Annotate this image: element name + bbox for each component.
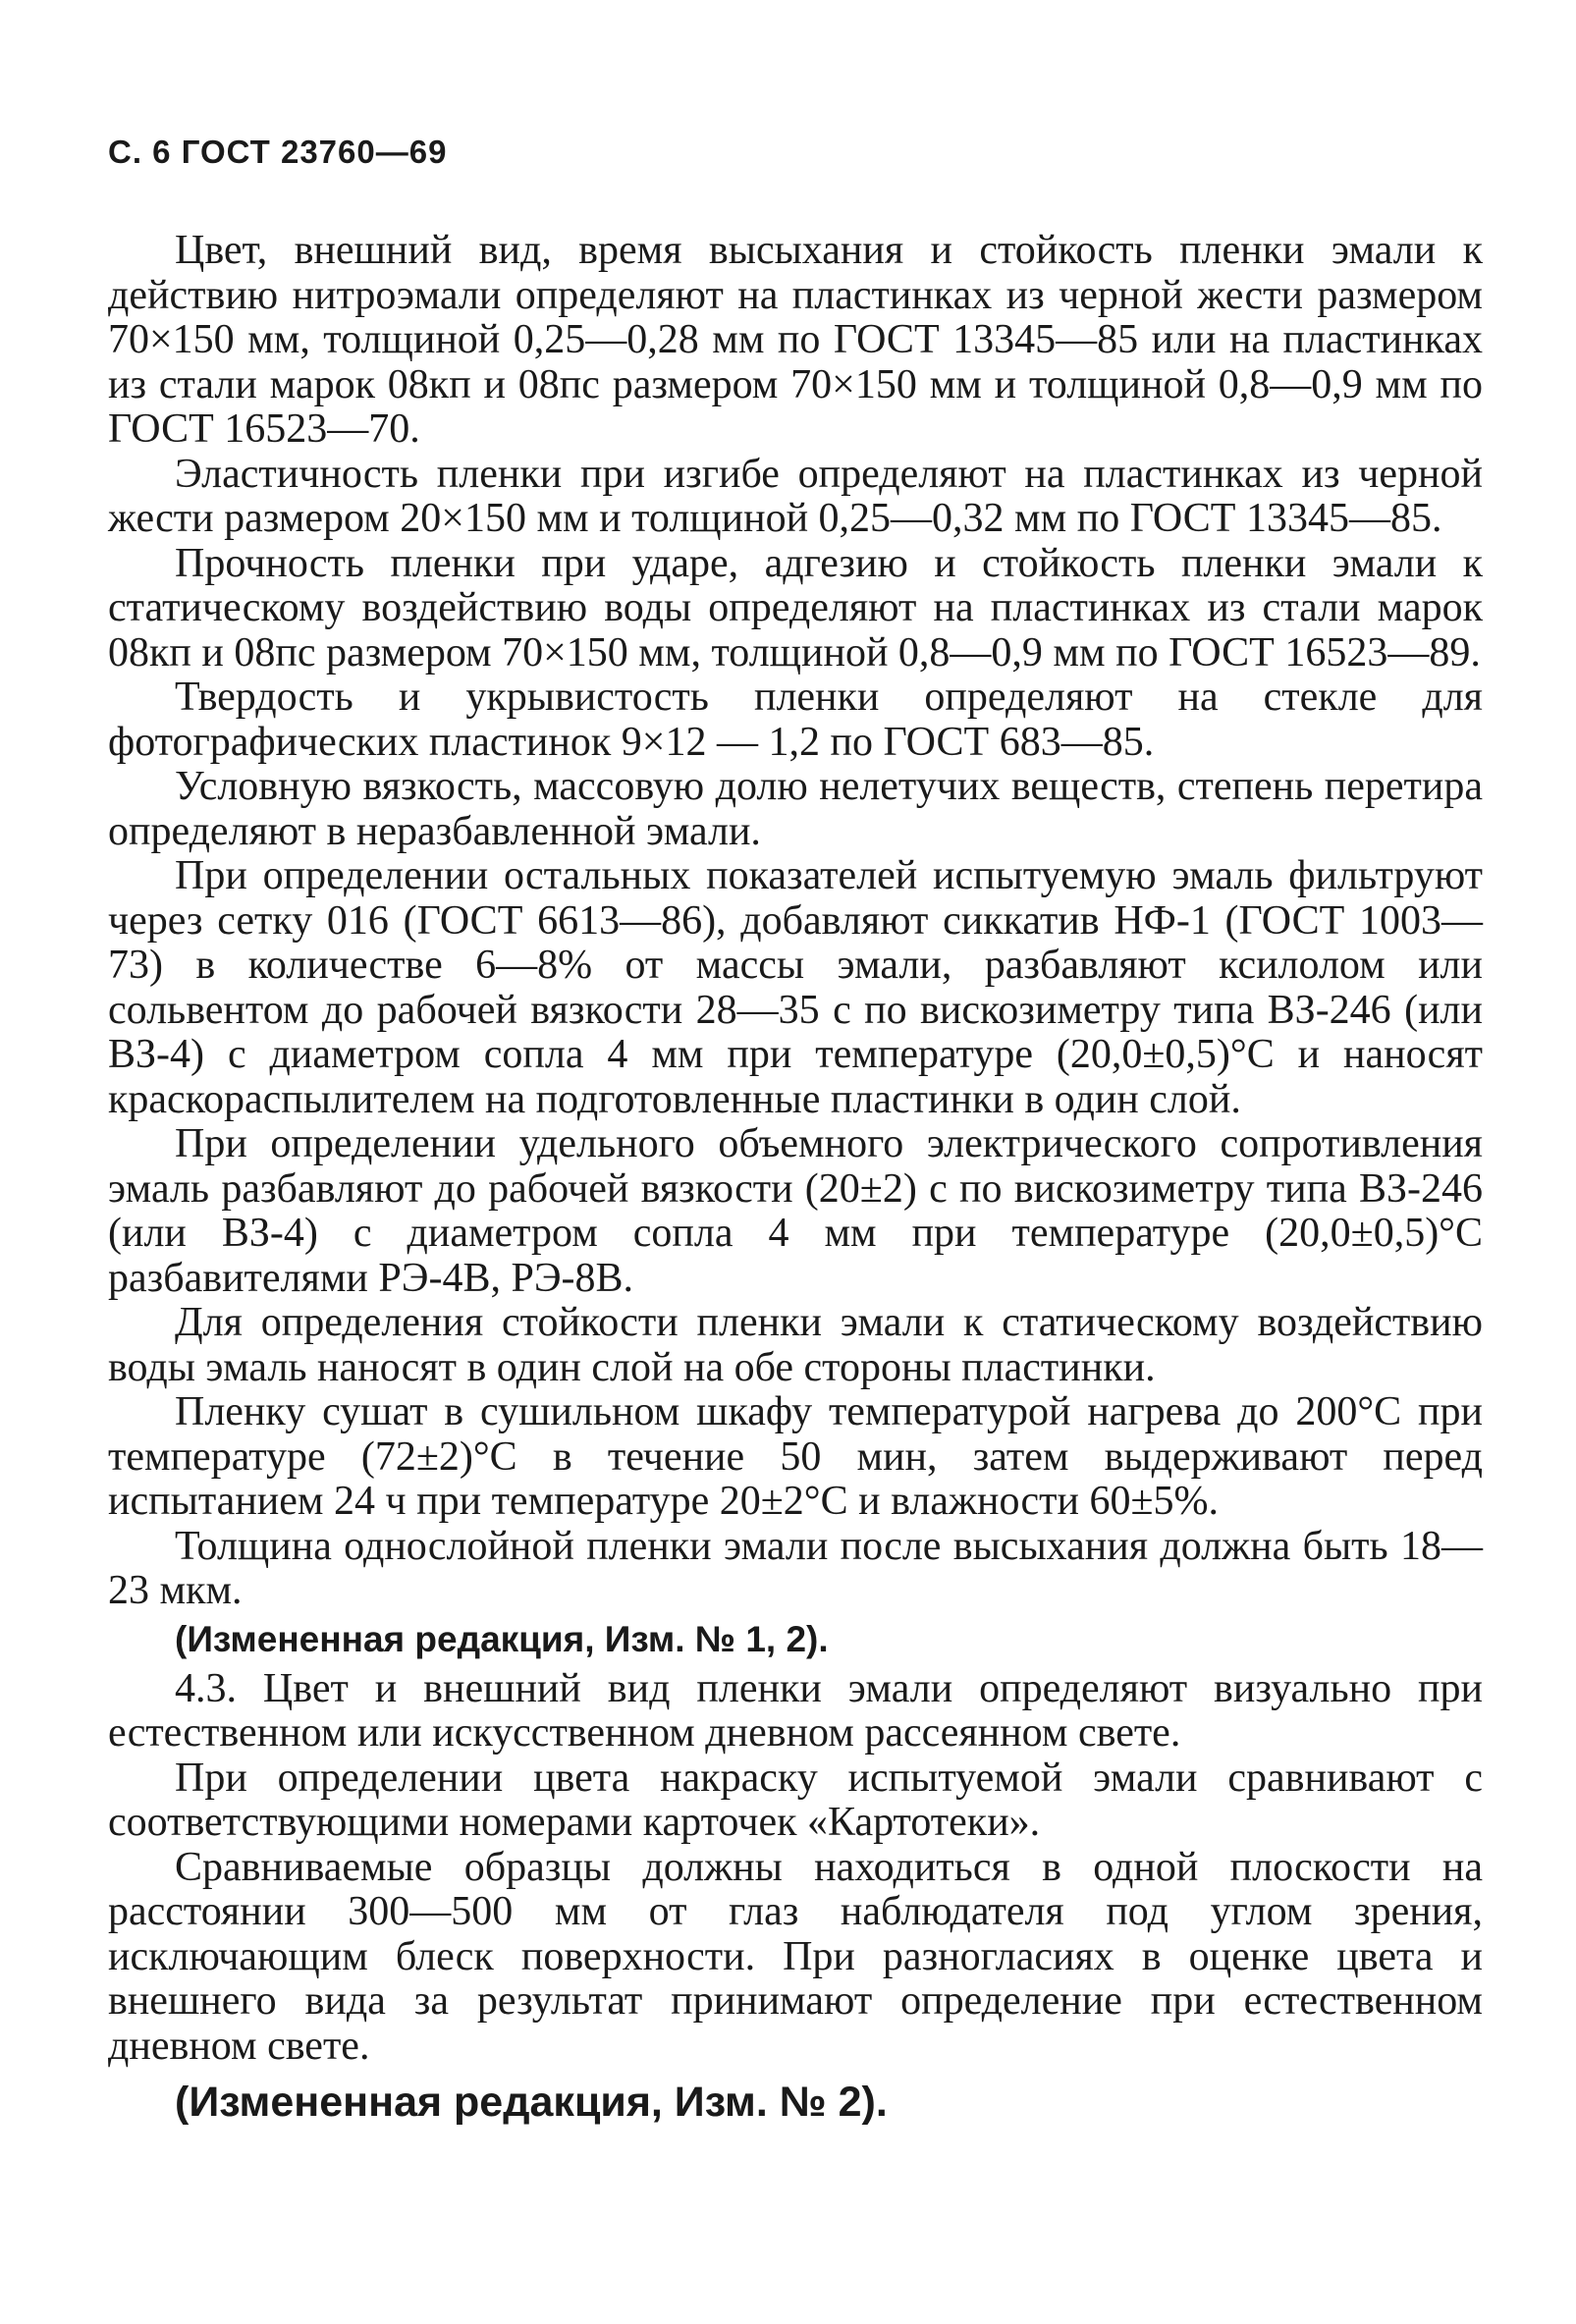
document-page xyxy=(108,133,1483,2134)
running-head: С. 6 ГОСТ 23760—69 xyxy=(108,134,448,170)
paragraph-section-4-3: 4.3. Цвет и внешний вид пленки эмали определяют визуально при естественном или искусственном дневном рассеянном свете. xyxy=(108,1665,1483,1756)
body-text xyxy=(108,229,1483,2130)
paragraph-viscosity: Условную вязкость, массовую долю нелетучих веществ, степень перетира определяют в неразбавленной эмали. xyxy=(108,764,1483,854)
paragraph-sample-placement: Сравниваемые образцы должны находиться в одной плоскости на расстоянии 300—500 мм от глаз наблюдателя под углом зрения, исключающим блеск поверхности. При разногласиях в оценке цвета и внешнего вида за результат принимают определение при естественном дневном свете. xyxy=(108,1844,1483,2069)
paragraph-elasticity: Эластичность пленки при изгибе определяют на пластинках из черной жести размером 20×150 мм и толщиной 0,25—0,32 мм по ГОСТ 13345—85. xyxy=(108,451,1483,541)
paragraph-film-thickness: Толщина однослойной пленки эмали после высыхания должна быть 18—23 мкм. xyxy=(108,1523,1483,1613)
paragraph-water-resistance: Для определения стойкости пленки эмали к статическому воздействию воды эмаль наносят в один слой на обе стороны пластинки. xyxy=(108,1300,1483,1390)
paragraph-resistivity: При определении удельного объемного электрического сопротивления эмаль разбавляют до рабочей вязкости (20±2) с по вискозиметру типа ВЗ-246 (или ВЗ-4) с диаметром сопла 4 мм при температуре (20,0±0,5)°С разбавителями РЭ-4В, РЭ-8В. xyxy=(108,1121,1483,1301)
paragraph-color-comparison: При определении цвета накраску испытуемой эмали сравнивают с соответствующими номерами карточек «Картотеки». xyxy=(108,1755,1483,1845)
paragraph-test-plates: Цвет, внешний вид, время высыхания и стойкость пленки эмали к действию нитроэмали определяют на пластинках из черной жести размером 70×150 мм, толщиной 0,25—0,28 мм по ГОСТ 13345—85 или на пластинках из стали марок 08кп и 08пс размером 70×150 мм и толщиной 0,8—0,9 мм по ГОСТ 16523—70. xyxy=(108,228,1483,452)
paragraph-impact-strength: Прочность пленки при ударе, адгезию и стойкость пленки эмали к статическому воздействию воды определяют на пластинках из стали марок 08кп и 08пс размером 70×150 мм, толщиной 0,8—0,9 мм по ГОСТ 16523—89. xyxy=(108,540,1483,676)
amendment-note-1-2: (Измененная редакция, Изм. № 1, 2). xyxy=(175,1618,829,1659)
paragraph-drying: Пленку сушат в сушильном шкафу температурой нагрева до 200°С при температуре (72±2)°С в течение 50 мин, затем выдерживают перед испытанием 24 ч при температуре 20±2°С и влажности 60±5%. xyxy=(108,1389,1483,1524)
amendment-note-2: (Измененная редакция, Изм. № 2). xyxy=(175,2079,888,2126)
paragraph-other-indicators: При определении остальных показателей испытуемую эмаль фильтруют через сетку 016 (ГОСТ 6613—86), добавляют сиккатив НФ-1 (ГОСТ 1003—73) в количестве 6—8% от массы эмали, разбавляют ксилолом или сольвентом до рабочей вязкости 28—35 с по вискозиметру типа ВЗ-246 (или ВЗ-4) с диаметром сопла 4 мм при температуре (20,0±0,5)°С и наносят краскораспылителем на подготовленные пластинки в один слой. xyxy=(108,853,1483,1122)
paragraph-hardness: Твердость и укрывистость пленки определяют на стекле для фотографических пластинок 9×12 — 1,2 по ГОСТ 683—85. xyxy=(108,675,1483,765)
